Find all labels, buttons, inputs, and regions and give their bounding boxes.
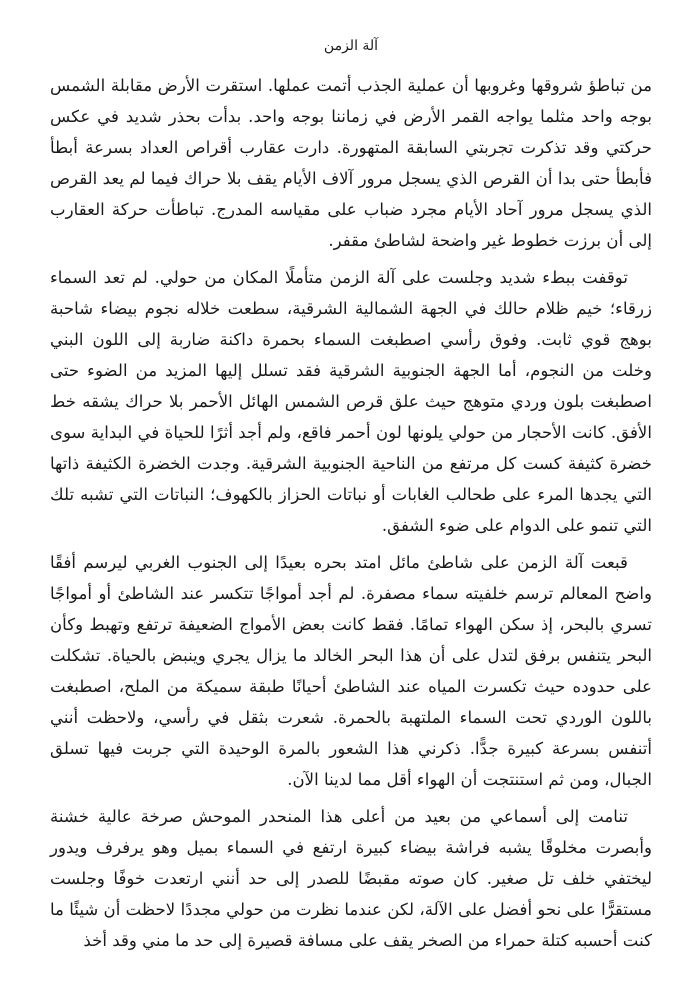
- paragraph-shore: قبعت آلة الزمن على شاطئ مائل امتد بحره بعيدًا إلى الجنوب الغربي ليرسم أفقًا واضح المعالم ترسم خلفيته سماء مصفرة. لم أجد أمواجًا تتكسر عند الشاطئ أو أمواجًا تسري بالبحر، إذ سكن الهواء تمامًا. فقط كانت بعض الأمواج الضعيفة ترتفع وتهبط وكأن البحر يتنفس برفق لتدل على أن هذا البحر الخالد ما يزال يجري وينبض بالحياة. تشكلت على حدوده حيث تكسرت المياه عند الشاطئ أحيانًا طبقة سميكة من الملح، اصطبغت باللون الوردي تحت السماء الملتهبة بالحمرة. شعرت بثقل في رأسي، ولاحظت أنني أتنفس بسرعة كبيرة جدًّا. ذكرني هذا الشعور بالمرة الوحيدة التي جربت فيها تسلق الجبال، ومن ثم استنتجت أن الهواء أقل مما لدينا الآن.: [50, 553, 652, 789]
- running-title: آلة الزمن: [323, 38, 379, 54]
- paragraph-red-sky: توقفت ببطء شديد وجلست على آلة الزمن متأملًا المكان من حولي. لم تعد السماء زرقاء؛ خيم ظلام حالك في الجهة الشمالية الشرقية، سطعت خلاله نجوم بيضاء شاحبة بوهج قوي ثابت. وفوق رأسي اصطبغت السماء بحمرة داكنة ضاربة إلى اللون البني وخلت من النجوم، أما الجهة الجنوبية الشرقية فقد تسلل إليها المزيد من الضوء حتى اصطبغت بلون وردي متوهج حيث علق قرص الشمس الهائل الأحمر بلا حراك يشقه خط الأفق. كانت الأحجار من حولي يلونها لون أحمر فاقع، ولم أجد أثرًا للحياة في البداية سوى خضرة كثيفة كست كل مرتفع من الناحية الجنوبية الشرقية. وجدت الخضرة الكثيفة ذاتها التي يجدها المرء على طحالب الغابات أو نباتات الحزاز بالكهوف؛ النباتات التي تشبه تلك التي تنمو على الدوام على ضوء الشفق.: [50, 268, 652, 535]
- paragraph-continued: من تباطؤ شروقها وغروبها أن عملية الجذب أتمت عملها. استقرت الأرض مقابلة الشمس بوجه واحد مثلما يواجه القمر الأرض في زماننا بوجه واحد. بدأت بحذر شديد في عكس حركتي وقد تذكرت تجربتي السابقة المتهورة. دارت عقارب أقراص العداد بسرعة أبطأ فأبطأ حتى بدا أن القرص الذي يسجل مرور آلاف الأيام يقف بلا حراك فيما لم يعد القرص الذي يسجل مرور آحاد الأيام مجرد ضباب على مقياسه المدرج. تباطأت حركة العقارب إلى أن برزت خطوط غير واضحة لشاطئ مقفر.: [50, 76, 652, 250]
- paragraph-white-creature: تنامت إلى أسماعي من بعيد من أعلى هذا المنحدر الموحش صرخة عالية خشنة وأبصرت مخلوقًا يشبه فراشة بيضاء كبيرة ارتفع في السماء بميل وهو يرفرف ويدور ليختفي خلف تل صغير. كان صوته مقبضًا للصدر إلى حد أنني ارتعدت خوفًا وجلست مستقرًّا على نحو أفضل على الآلة، لكن عندما نظرت من حولي مجددًا لاحظت أن شيئًا ما كنت أحسبه كتلة حمراء من الصخر يقف على مسافة قصيرة إلى حد ما مني وقد أخذ: [50, 807, 652, 950]
- body-text: [50, 70, 652, 956]
